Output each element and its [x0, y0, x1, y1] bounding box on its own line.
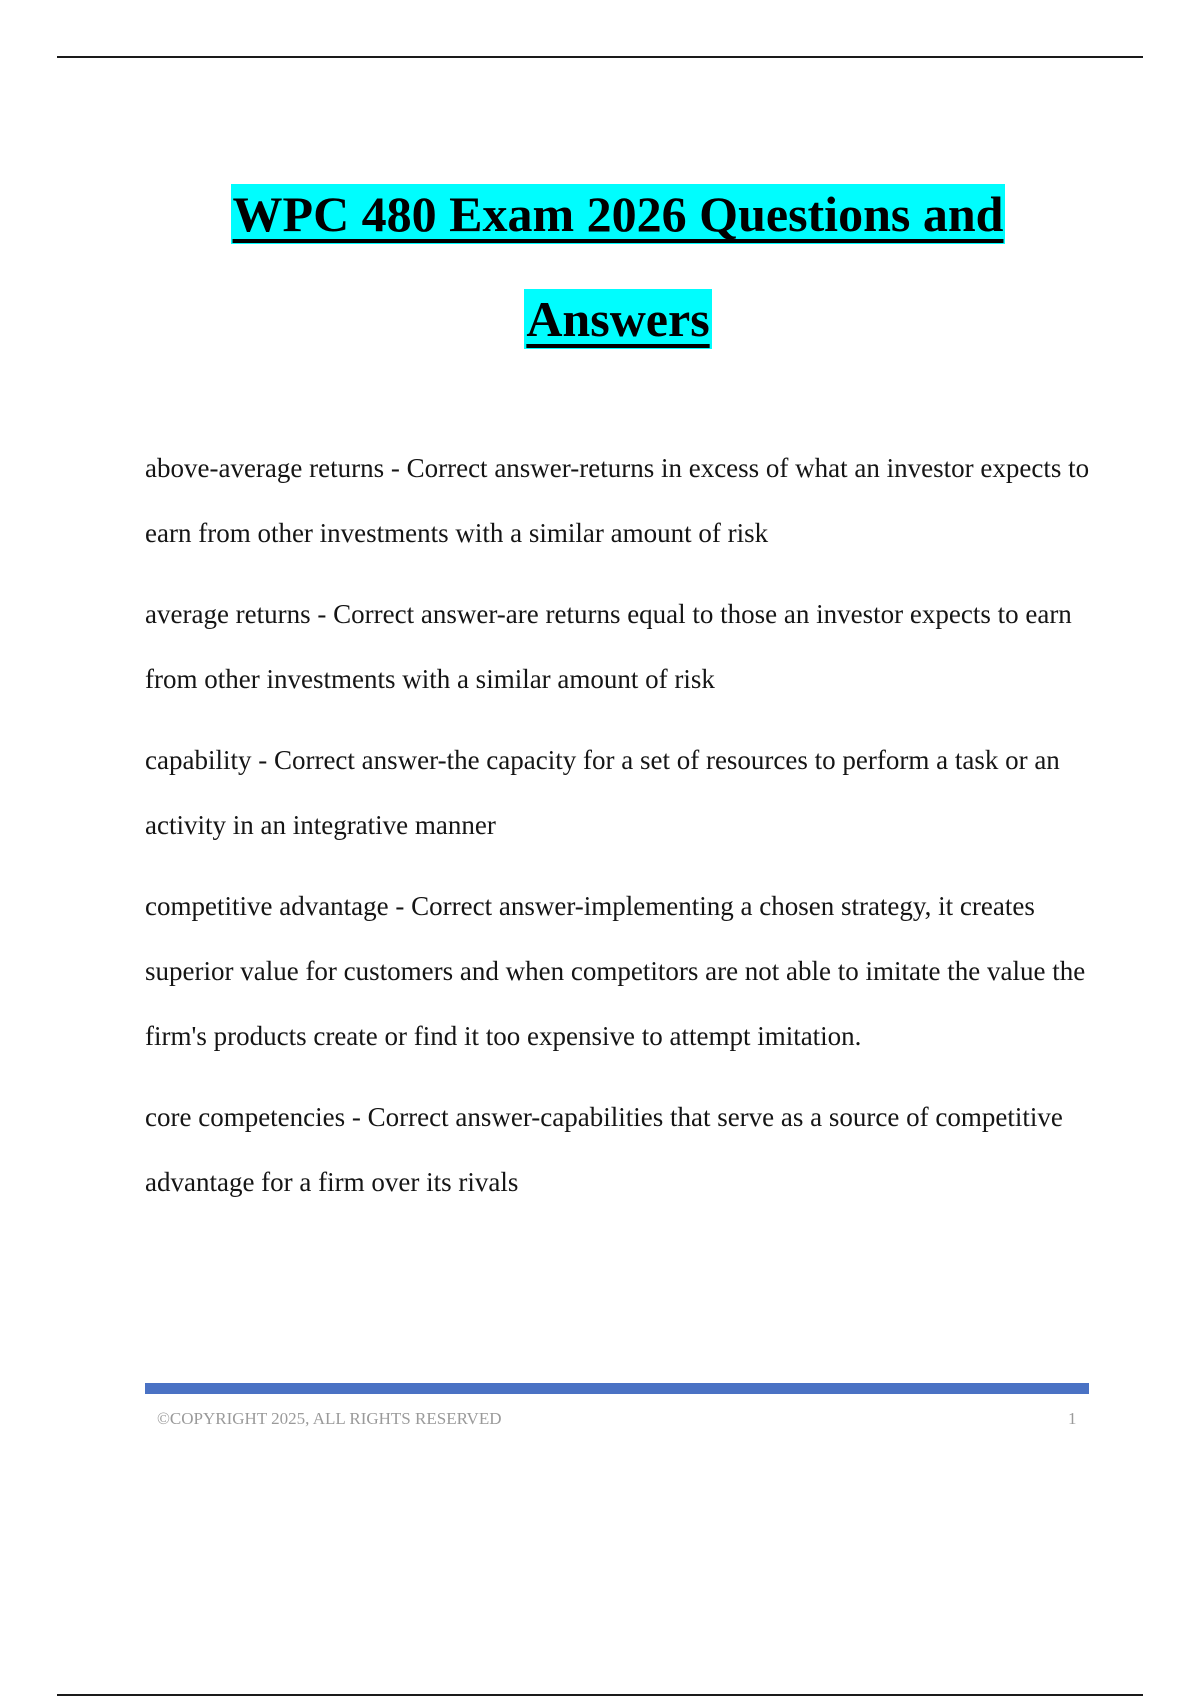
title-line-2: Answers — [526, 291, 710, 347]
document-title — [0, 168, 1200, 378]
footer-bar — [145, 1383, 1089, 1394]
title-line-1: WPC 480 Exam 2026 Questions and — [232, 186, 1004, 242]
qa-entry: competitive advantage - Correct answer-implementing a chosen strategy, it creates superior value for customers and when competitors are not able to imitate the value the firm's products create or find it too expensive to attempt imitation. — [145, 891, 1086, 1051]
qa-list — [145, 436, 1095, 1231]
qa-entry: core competencies - Correct answer-capabilities that serve as a source of competitive advantage for a firm over its rivals — [145, 1102, 1063, 1197]
page-number: 1 — [1068, 1409, 1077, 1428]
qa-entry: average returns - Correct answer-are returns equal to those an investor expects to earn from other investments with a similar amount of risk — [145, 599, 1072, 694]
bottom-rule — [57, 1694, 1143, 1696]
footer-copyright: ©COPYRIGHT 2025, ALL RIGHTS RESERVED — [157, 1409, 502, 1428]
top-rule — [57, 56, 1143, 58]
qa-entry: above-average returns - Correct answer-returns in excess of what an investor expects to earn from other investments with a similar amount of risk — [145, 453, 1090, 548]
qa-entry: capability - Correct answer-the capacity for a set of resources to perform a task or an activity in an integrative manner — [145, 745, 1060, 840]
